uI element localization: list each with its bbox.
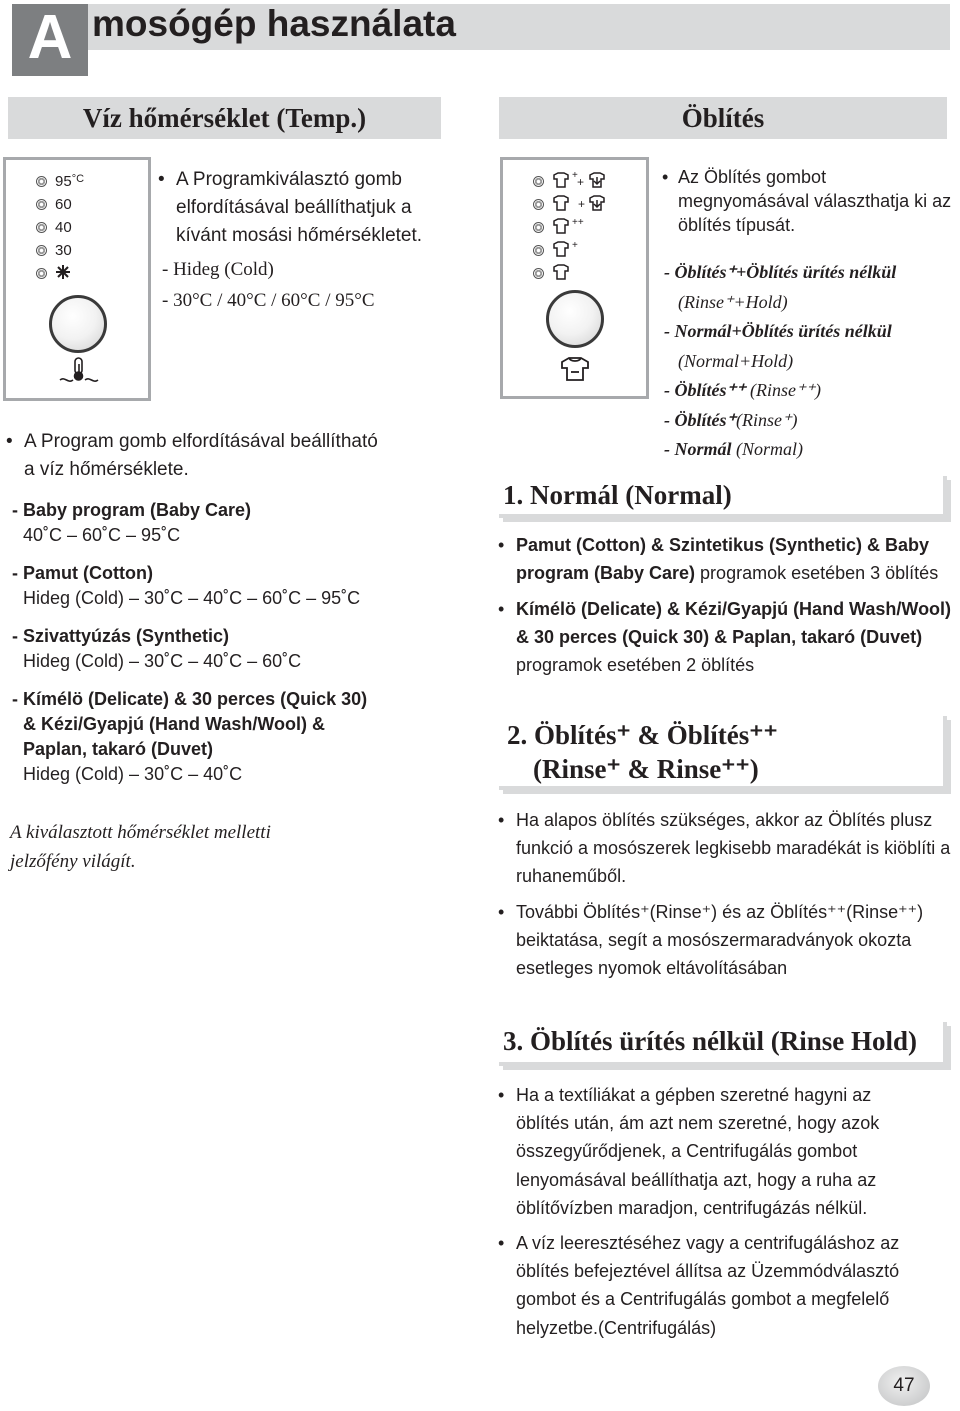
- rinse-led-row: [533, 170, 643, 193]
- svg-text:+: +: [578, 196, 586, 211]
- rinseplus-bullet-2: • További Öblítés⁺(Rinse⁺) és az Öblítés⁺⁺(Rinse⁺⁺) beiktatása, segít a mosószermaradványok okozta esetleges nyomok eltávolításában: [498, 898, 960, 982]
- indicator-led-icon: [36, 245, 47, 256]
- program-temps: Hideg (Cold) – 30˚C – 40˚C – 60˚C – 95˚C: [23, 588, 361, 608]
- rinse-button[interactable]: [546, 290, 604, 348]
- normal-bullet-2-bold: Kímélö (Delicate) & Kézi/Gyapjú (Hand Wash/Wool) & 30 perces (Quick 30) & Paplan, takaró (Duvet): [516, 599, 952, 647]
- rinse-option: - Öblítés⁺+Öblítés ürítés nélkül: [664, 262, 897, 282]
- program-temps: Hideg (Cold) – 30˚C – 40˚C – 60˚C: [23, 651, 302, 671]
- led-label: 95: [55, 173, 72, 190]
- program-temps: Hideg (Cold) – 30˚C – 40˚C: [23, 764, 243, 784]
- rinse-led-row: [533, 216, 643, 239]
- rinse-led-row: [533, 262, 643, 285]
- page-number: 47: [878, 1366, 930, 1406]
- section-rinseplus-title: [499, 716, 947, 790]
- rinse-option-en: (Normal): [736, 439, 803, 459]
- led-label: 60: [55, 196, 72, 213]
- program-intro-line2: a víz hőmérséklete.: [24, 459, 189, 480]
- rinse-plusplus-icon: [552, 217, 608, 239]
- program-item: [12, 561, 452, 611]
- indicator-led-icon: [533, 222, 544, 233]
- section-title-rinse: Öblítés: [499, 97, 947, 139]
- program-temps: 40˚C – 60˚C – 95˚C: [23, 525, 181, 545]
- led-row-60: [36, 193, 136, 216]
- rinse-option-en: (Normal+Hold): [678, 350, 794, 371]
- program-list: [12, 498, 452, 787]
- section-rinsehold-title: 3. Öblítés ürítés nélkül (Rinse Hold): [499, 1022, 947, 1066]
- rinse-control-panel: [500, 157, 649, 399]
- rinse-option: - Normál+Öblítés ürítés nélkül: [664, 321, 892, 341]
- temp-control-panel: [3, 157, 151, 401]
- rinse-plus-hold-icon: [552, 171, 608, 193]
- section-rinseplus-body: [498, 806, 960, 982]
- normal-bullet-1-rest: programok esetében 3 öblítés: [695, 563, 939, 583]
- section-rinseplus-title-line1: 2. Öblítés⁺ & Öblítés⁺⁺: [507, 720, 778, 750]
- degree-label: °C: [71, 172, 85, 185]
- led-label: 30: [55, 242, 72, 259]
- temp-note-line1: A kiválasztott hőmérséklet melletti: [10, 822, 271, 843]
- rinsehold-bullet-1: • Ha a textíliákat a gépben szeretné hagyni az öblítés után, ám azt nem szeretné, hogy azok összegyűrődjenek, a Centrifugálás gombot lenyomásával beállíthatja azt, hogy a ruha az öblítővízben maradjon, centrifugázás nélkül.: [498, 1081, 918, 1222]
- page-title: mosógép használata: [92, 3, 456, 44]
- indicator-led-icon: [533, 199, 544, 210]
- rinse-intro-text: • Az Öblítés gombot megnyomásával választhatja ki az öblítés típusát.: [662, 165, 960, 237]
- program-item: [12, 498, 452, 548]
- temp-knob[interactable]: [49, 295, 107, 353]
- led-row-30: [36, 239, 136, 262]
- led-row-cold: [36, 262, 136, 285]
- program-name: & Kézi/Gyapjú (Hand Wash/Wool) &: [23, 714, 326, 734]
- rinse-option-row: [664, 406, 960, 436]
- rinse-led-row: [533, 239, 643, 262]
- section-normal-title: 1. Normál (Normal): [499, 476, 947, 518]
- rinse-option-en: (Rinse⁺+Hold): [678, 291, 788, 312]
- led-label: 40: [55, 219, 72, 236]
- section-rinsehold-body: [498, 1081, 918, 1342]
- led-row-40: [36, 216, 136, 239]
- program-name: Paplan, takaró (Duvet): [23, 739, 214, 759]
- cold-line: - Hideg (Cold): [162, 259, 274, 280]
- normal-bullet-2: [498, 595, 960, 679]
- rinse-led-row: [533, 193, 643, 216]
- rinse-option-en: (Rinse⁺⁺): [750, 380, 821, 400]
- header-letter: A: [27, 3, 73, 72]
- indicator-led-icon: [36, 222, 47, 233]
- temp-note: [10, 818, 450, 876]
- svg-text:+: +: [577, 174, 585, 189]
- normal-rinse-icon: [552, 263, 608, 285]
- temps-line: - 30°C / 40°C / 60°C / 95°C: [162, 290, 375, 311]
- rinse-option: - Öblítés⁺: [664, 409, 736, 430]
- rinse-option-row: [664, 376, 960, 406]
- rinse-option: - Öblítés⁺⁺: [664, 380, 746, 400]
- svg-text:+: +: [572, 239, 578, 251]
- temp-intro: [158, 166, 450, 250]
- program-name: - Pamut (Cotton): [12, 563, 153, 583]
- program-name: - Kímélö (Delicate) & 30 perces (Quick 30): [12, 689, 368, 709]
- temp-intro-text: • A Programkiválasztó gomb elfordításával beállíthatjuk a kívánt mosási hőmérsékletet.: [158, 166, 450, 250]
- section-title-temp: Víz hőmérséklet (Temp.): [8, 97, 441, 139]
- led-row-95: [36, 170, 136, 193]
- program-item: [12, 687, 452, 787]
- rinse-led-list: [533, 170, 643, 285]
- normal-bullet-1: [498, 531, 960, 587]
- program-name: - Szivattyúzás (Synthetic): [12, 626, 230, 646]
- rinse-options: [664, 258, 960, 465]
- rinse-intro: [662, 165, 960, 237]
- indicator-led-icon: [36, 199, 47, 210]
- indicator-led-icon: [36, 176, 47, 187]
- rinse-plus-icon: [552, 240, 608, 262]
- rinse-option-row: [664, 435, 960, 465]
- temp-led-list: [36, 170, 136, 285]
- snowflake-icon: [55, 264, 71, 284]
- indicator-led-icon: [533, 245, 544, 256]
- program-item: [12, 624, 452, 674]
- rinse-option-en: (Rinse⁺): [736, 409, 798, 430]
- section-rinseplus-title-line2: (Rinse⁺ & Rinse⁺⁺): [533, 754, 759, 784]
- svg-text:+: +: [572, 170, 578, 181]
- section-normal-body: [498, 531, 960, 679]
- program-intro: [6, 428, 446, 484]
- program-name: - Baby program (Baby Care): [12, 500, 252, 520]
- indicator-led-icon: [533, 268, 544, 279]
- normal-bullet-1-bold: Pamut (Cotton) & Szintetikus (Synthetic) & Baby program (Baby Care): [516, 535, 930, 583]
- indicator-led-icon: [533, 176, 544, 187]
- shirt-icon: [559, 356, 591, 387]
- indicator-led-icon: [36, 268, 47, 279]
- rinsehold-bullet-2: • A víz leeresztéséhez vagy a centrifugáláshoz az öblítés befejeztével állítsa az Üzemmódválasztó gombot és a Centrifugálás gombot a megfelelő helyzetbe.(Centrifugálás): [498, 1229, 918, 1342]
- rinse-option: - Normál: [664, 439, 732, 459]
- temp-note-line2: jelzőfény világít.: [10, 851, 136, 872]
- normal-bullet-2-rest: programok esetében 2 öblítés: [516, 655, 755, 675]
- svg-text:++: ++: [572, 216, 584, 228]
- thermometer-icon: [56, 356, 102, 391]
- normal-hold-icon: [552, 194, 608, 216]
- rinseplus-bullet-1: • Ha alapos öblítés szükséges, akkor az Öblítés plusz funkció a mosószerek legkisebb maradékát is kiöblíti a ruhaneműből.: [498, 806, 960, 890]
- program-intro-line1: A Program gomb elfordításával beállítható: [24, 431, 378, 452]
